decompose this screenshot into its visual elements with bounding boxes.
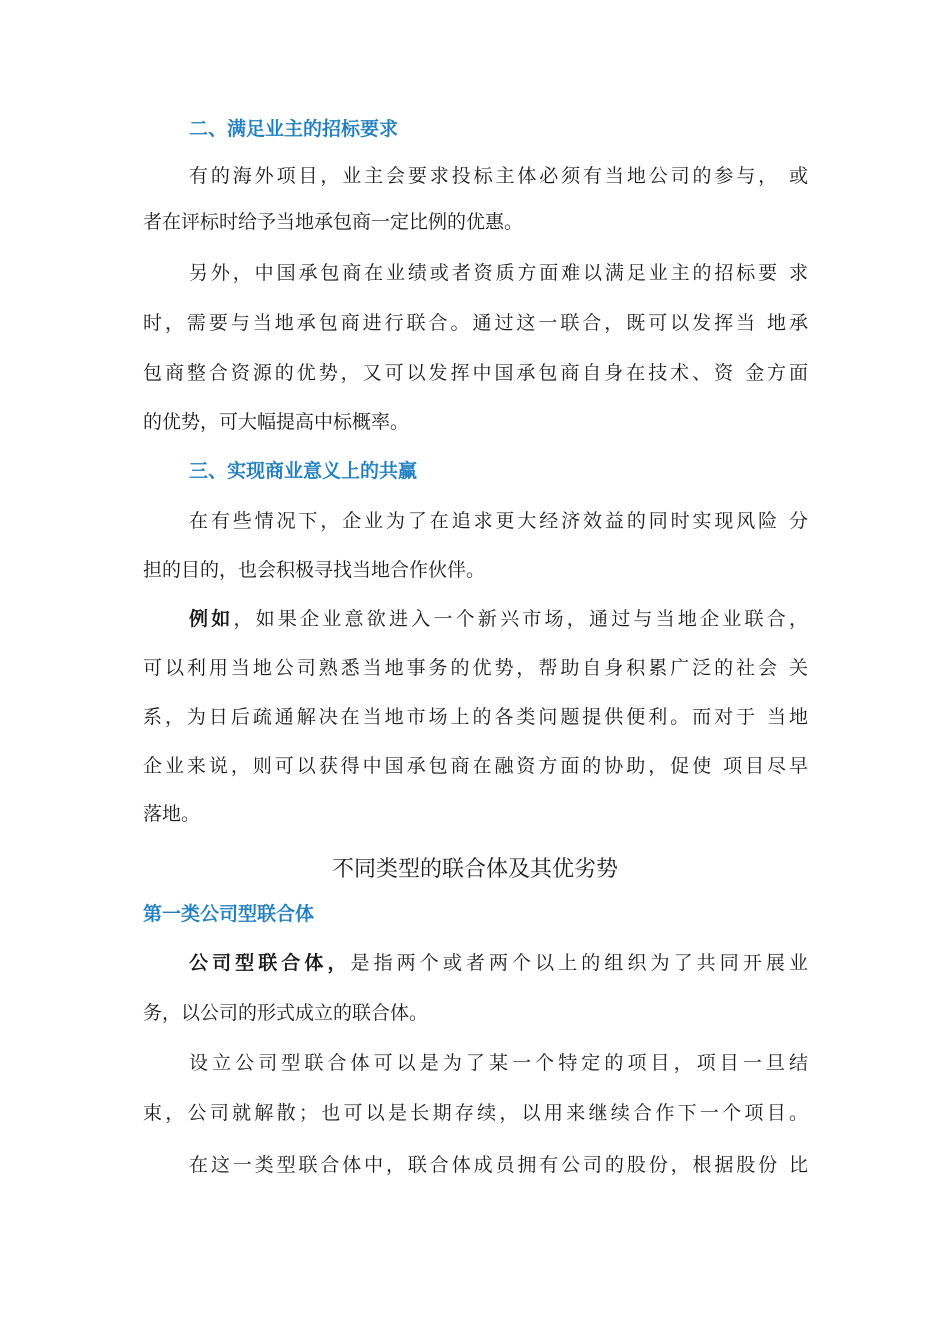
paragraph-line: 企业来说，则可以获得中国承包商在融资方面的协助，促使 项目尽早 [143, 755, 808, 777]
paragraph-line: 时，需要与当地承包商进行联合。通过这一联合，既可以发挥当 地承 [143, 312, 808, 334]
paragraph-line [189, 950, 808, 976]
subsection-heading: 第一类公司型联合体 [143, 903, 315, 925]
paragraph-line: 落地。 [143, 803, 201, 825]
paragraph-line: 有的海外项目，业主会要求投标主体必须有当地公司的参与， 或 [189, 165, 808, 187]
definition-text: 是指两个或者两个以上的组织为了共同开展业 [350, 952, 808, 974]
definition-lead: 公司型联合体， [189, 952, 351, 974]
document-title: 不同类型的联合体及其优劣势 [331, 857, 618, 882]
paragraph-line [189, 606, 808, 632]
paragraph-line: 的优势，可大幅提高中标概率。 [143, 411, 410, 433]
paragraph-line: 系，为日后疏通解决在当地市场上的各类问题提供便利。而对于 当地 [143, 706, 808, 728]
paragraph-line: 设立公司型联合体可以是为了某一个特定的项目，项目一旦结 [189, 1052, 808, 1074]
paragraph-line: 可以利用当地公司熟悉当地事务的优势，帮助自身积累广泛的社会 关 [143, 657, 808, 679]
paragraph-line: 另外，中国承包商在业绩或者资质方面难以满足业主的招标要 求 [189, 262, 808, 284]
paragraph-line: 担的目的，也会积极寻找当地合作伙伴。 [143, 559, 486, 581]
paragraph-line: 务，以公司的形式成立的联合体。 [143, 1002, 429, 1024]
example-lead: 例如 [189, 608, 234, 630]
paragraph-line: 束，公司就解散；也可以是长期存续，以用来继续合作下一个项目。 [143, 1102, 808, 1124]
example-text: ，如果企业意欲进入一个新兴市场，通过与当地企业联合， [233, 608, 808, 630]
section-heading-3: 三、实现商业意义上的共赢 [189, 460, 418, 482]
paragraph-line: 包商整合资源的优势，又可以发挥中国承包商自身在技术、资 金方面 [143, 362, 808, 384]
section-heading-2: 二、满足业主的招标要求 [189, 118, 399, 140]
paragraph-line: 在这一类型联合体中，联合体成员拥有公司的股份，根据股份 比 [189, 1154, 808, 1176]
paragraph-line: 在有些情况下，企业为了在追求更大经济效益的同时实现风险 分 [189, 510, 808, 532]
paragraph-line: 者在评标时给予当地承包商一定比例的优惠。 [143, 211, 524, 233]
